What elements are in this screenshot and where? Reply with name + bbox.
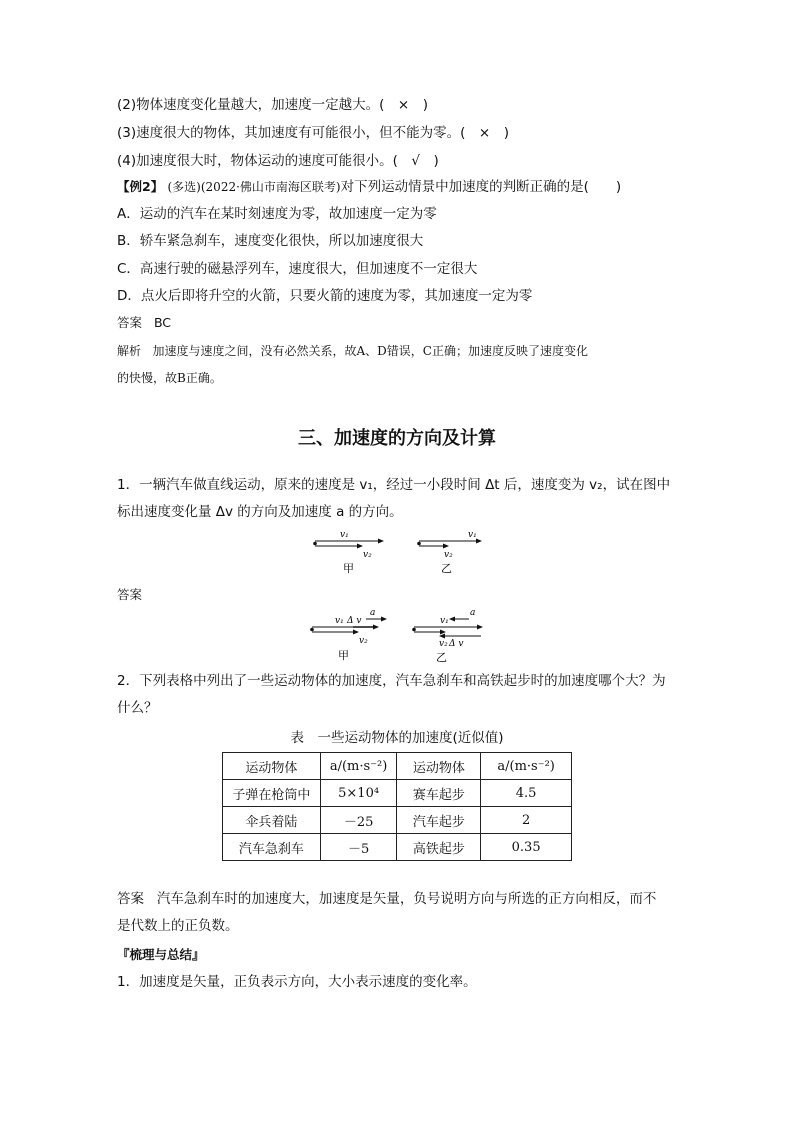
example-source: (多选)(2022·佛山市南海区联考): [167, 180, 341, 194]
table-row: [223, 780, 572, 807]
label-yi: 乙: [436, 651, 447, 664]
statement-4: (4)加速度很大时，物体运动的速度可能很小。( √ ): [117, 153, 439, 169]
table-cell: 2: [481, 807, 572, 834]
option-b: B．轿车紧急刹车，速度变化很快，所以加速度很大: [117, 233, 424, 249]
analysis-line-2: 的快慢，故B正确。: [117, 371, 222, 385]
example-question: 对下列运动情景中加速度的判断正确的是( ): [340, 179, 622, 195]
diagram-yi: [417, 530, 482, 575]
analysis-line-1: [117, 341, 588, 361]
diagram-jia: [313, 530, 384, 575]
velocity-diagram-answer: [300, 605, 500, 665]
velocity-diagram-question: [300, 526, 500, 578]
option-c: C．高速行驶的磁悬浮列车，速度很大，但加速度不一定很大: [117, 261, 478, 277]
table-cell: 赛车起步: [397, 780, 481, 807]
table-header: 运动物体: [397, 753, 481, 780]
example-2-answer: [117, 313, 171, 333]
option-d: D．点火后即将升空的火箭，只要火箭的速度为零，其加速度一定为零: [117, 288, 533, 304]
answer-diagram-yi: [412, 608, 483, 664]
statement-3: (3)速度很大的物体，其加速度有可能很小，但不能为零。( × ): [117, 125, 509, 141]
table-cell: 汽车急刹车: [223, 834, 321, 861]
table-header: a/(m·s⁻²): [481, 753, 572, 780]
v2-label: v₂: [439, 639, 448, 649]
table-header-row: [223, 753, 572, 780]
acceleration-table: [222, 752, 572, 861]
analysis-label: 解析: [117, 344, 142, 358]
question-2-line-2: 什么？: [117, 700, 158, 716]
v1-label: v₁: [468, 530, 477, 540]
v1-label: v₁: [335, 616, 344, 626]
table-header: a/(m·s⁻²): [320, 753, 397, 780]
example-2-stem: [117, 177, 621, 197]
table-cell: －5: [320, 834, 397, 861]
label-yi: 乙: [441, 562, 452, 575]
option-a: A．运动的汽车在某时刻速度为零，故加速度一定为零: [117, 206, 437, 222]
section-title: 三、加速度的方向及计算: [298, 428, 496, 449]
delta-v-label: Δ v: [449, 639, 464, 649]
answer-label: 答案: [117, 315, 143, 330]
a-label: a: [470, 608, 476, 618]
answer-label: 答案: [117, 891, 144, 907]
table-cell: 0.35: [481, 834, 572, 861]
summary-title: 『梳理与总结』: [117, 947, 205, 962]
answer-2-line-2: 是代数上的正负数。: [117, 918, 239, 934]
answer-diagram-jia: [310, 608, 387, 662]
v2-label: v₂: [444, 550, 453, 560]
label-jia: 甲: [343, 562, 354, 575]
answer-value: BC: [153, 315, 172, 330]
v1-label: v₁: [440, 616, 449, 626]
answer-text: 汽车急刹车时的加速度大，加速度是矢量，负号说明方向与所选的正方向相反，而不: [156, 891, 657, 907]
table-cell: －25: [320, 807, 397, 834]
table-cell: 伞兵着陆: [223, 807, 321, 834]
v2-label: v₂: [363, 550, 372, 560]
table-caption: 表 一些运动物体的加速度(近似值): [290, 730, 504, 746]
statement-2: (2)物体速度变化量越大，加速度一定越大。( × ): [117, 97, 428, 113]
answer-2-line-1: [117, 889, 656, 909]
question-2-line-1: 2．下列表格中列出了一些运动物体的加速度，汽车急刹车和高铁起步时的加速度哪个大？为: [117, 673, 666, 689]
analysis-text: 加速度与速度之间，没有必然关系，故A、D错误，C正确；加速度反映了速度变化: [152, 344, 588, 358]
table-row: [223, 834, 572, 861]
a-label: a: [370, 608, 376, 618]
summary-item-1: 1．加速度是矢量，正负表示方向，大小表示速度的变化率。: [117, 974, 477, 990]
table-cell: 高铁起步: [397, 834, 481, 861]
table-header: 运动物体: [223, 753, 321, 780]
delta-v-label: Δ v: [347, 616, 362, 626]
table-cell: 5×10⁴: [320, 780, 397, 807]
label-jia: 甲: [338, 649, 349, 662]
question-1-line-1: 1．一辆汽车做直线运动，原来的速度是 v₁，经过一小段时间 Δt 后，速度变为 v₂，试在图中: [117, 477, 671, 493]
example-tag: 【例2】: [117, 179, 164, 194]
table-cell: 汽车起步: [397, 807, 481, 834]
question-1-line-2: 标出速度变化量 Δv 的方向及加速度 a 的方向。: [117, 504, 403, 520]
v1-label: v₁: [340, 530, 349, 540]
question-1-answer-label: 答案: [117, 587, 143, 602]
table-row: [223, 807, 572, 834]
table-cell: 子弹在枪筒中: [223, 780, 321, 807]
table-cell: 4.5: [481, 780, 572, 807]
v2-label: v₂: [359, 636, 368, 646]
